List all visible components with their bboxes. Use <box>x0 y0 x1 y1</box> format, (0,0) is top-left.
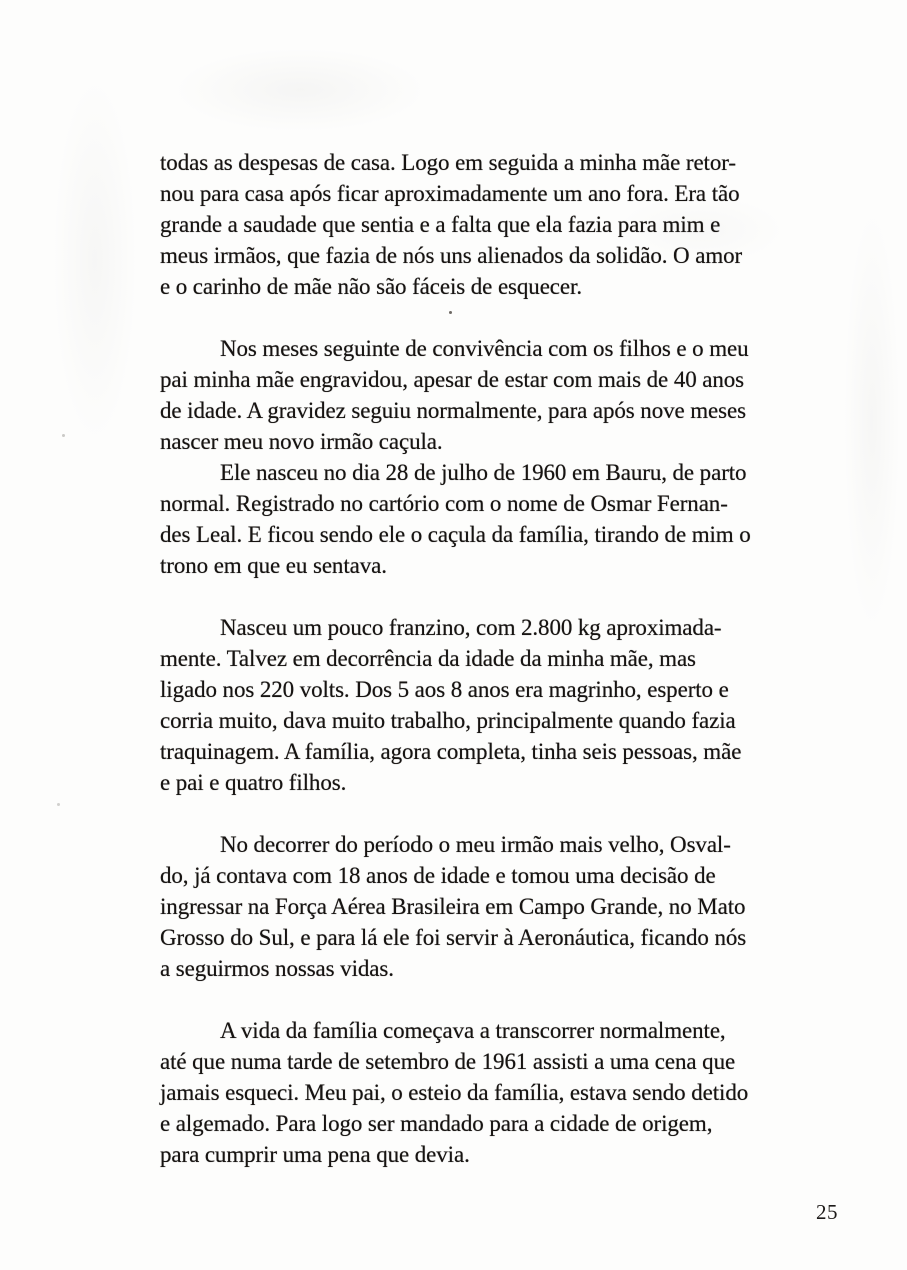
text-line: trono em que eu sentava. <box>160 553 387 578</box>
ink-speck <box>449 311 452 314</box>
text-line: e pai e quatro filhos. <box>160 770 347 795</box>
text-line: normal. Registrado no cartório com o nome de Osmar Fernan- <box>160 491 728 516</box>
text-line: de idade. A gravidez seguiu normalmente, para após nove meses <box>160 398 746 423</box>
text-line: ingressar na Força Aérea Brasileira em Campo Grande, no Mato <box>160 894 746 919</box>
text-line: nou para casa após ficar aproximadamente um ano fora. Era tão <box>160 181 740 206</box>
page-text <box>160 147 860 1170</box>
text-line: mente. Talvez em decorrência da idade da minha mãe, mas <box>160 646 696 671</box>
text-line: a seguirmos nossas vidas. <box>160 956 394 981</box>
text-line: todas as despesas de casa. Logo em seguida a minha mãe retor- <box>160 150 736 175</box>
ink-speck <box>62 434 65 437</box>
text-line: meus irmãos, que fazia de nós uns alienados da solidão. O amor <box>160 243 743 268</box>
text-line: até que numa tarde de setembro de 1961 assisti a uma cena que <box>160 1049 736 1074</box>
text-line: e algemado. Para logo ser mandado para a cidade de origem, <box>160 1111 713 1136</box>
paragraph <box>160 1015 860 1170</box>
text-line: pai minha mãe engravidou, apesar de estar com mais de 40 anos <box>160 367 745 392</box>
text-line: Nasceu um pouco franzino, com 2.800 kg aproximada- <box>220 615 722 640</box>
text-line: nascer meu novo irmão caçula. <box>160 429 443 454</box>
text-line: corria muito, dava muito trabalho, principalmente quando fazia <box>160 708 736 733</box>
text-line: jamais esqueci. Meu pai, o esteio da família, estava sendo detido <box>160 1080 749 1105</box>
text-line: Ele nasceu no dia 28 de julho de 1960 em Bauru, de parto <box>220 460 747 485</box>
text-line: No decorrer do período o meu irmão mais velho, Osval- <box>220 832 731 857</box>
paragraph <box>160 457 860 581</box>
text-line: do, já contava com 18 anos de idade e tomou uma decisão de <box>160 863 716 888</box>
text-line: Nos meses seguinte de convivência com os filhos e o meu <box>220 336 749 361</box>
paragraph <box>160 612 860 798</box>
paragraph <box>160 147 860 302</box>
text-line: e o carinho de mãe não são fáceis de esquecer. <box>160 274 582 299</box>
paragraph <box>160 829 860 984</box>
text-line: traquinagem. A família, agora completa, tinha seis pessoas, mãe <box>160 739 742 764</box>
text-line: des Leal. E ficou sendo ele o caçula da família, tirando de mim o <box>160 522 751 547</box>
paragraph <box>160 333 860 457</box>
text-line: para cumprir uma pena que devia. <box>160 1142 470 1167</box>
text-line: Grosso do Sul, e para lá ele foi servir à Aeronáutica, ficando nós <box>160 925 747 950</box>
page-number: 25 <box>816 1200 838 1224</box>
text-line: ligado nos 220 volts. Dos 5 aos 8 anos era magrinho, esperto e <box>160 677 729 702</box>
text-line: A vida da família começava a transcorrer normalmente, <box>220 1018 726 1043</box>
text-line: grande a saudade que sentia e a falta que ela fazia para mim e <box>160 212 721 237</box>
ink-speck <box>57 803 60 806</box>
